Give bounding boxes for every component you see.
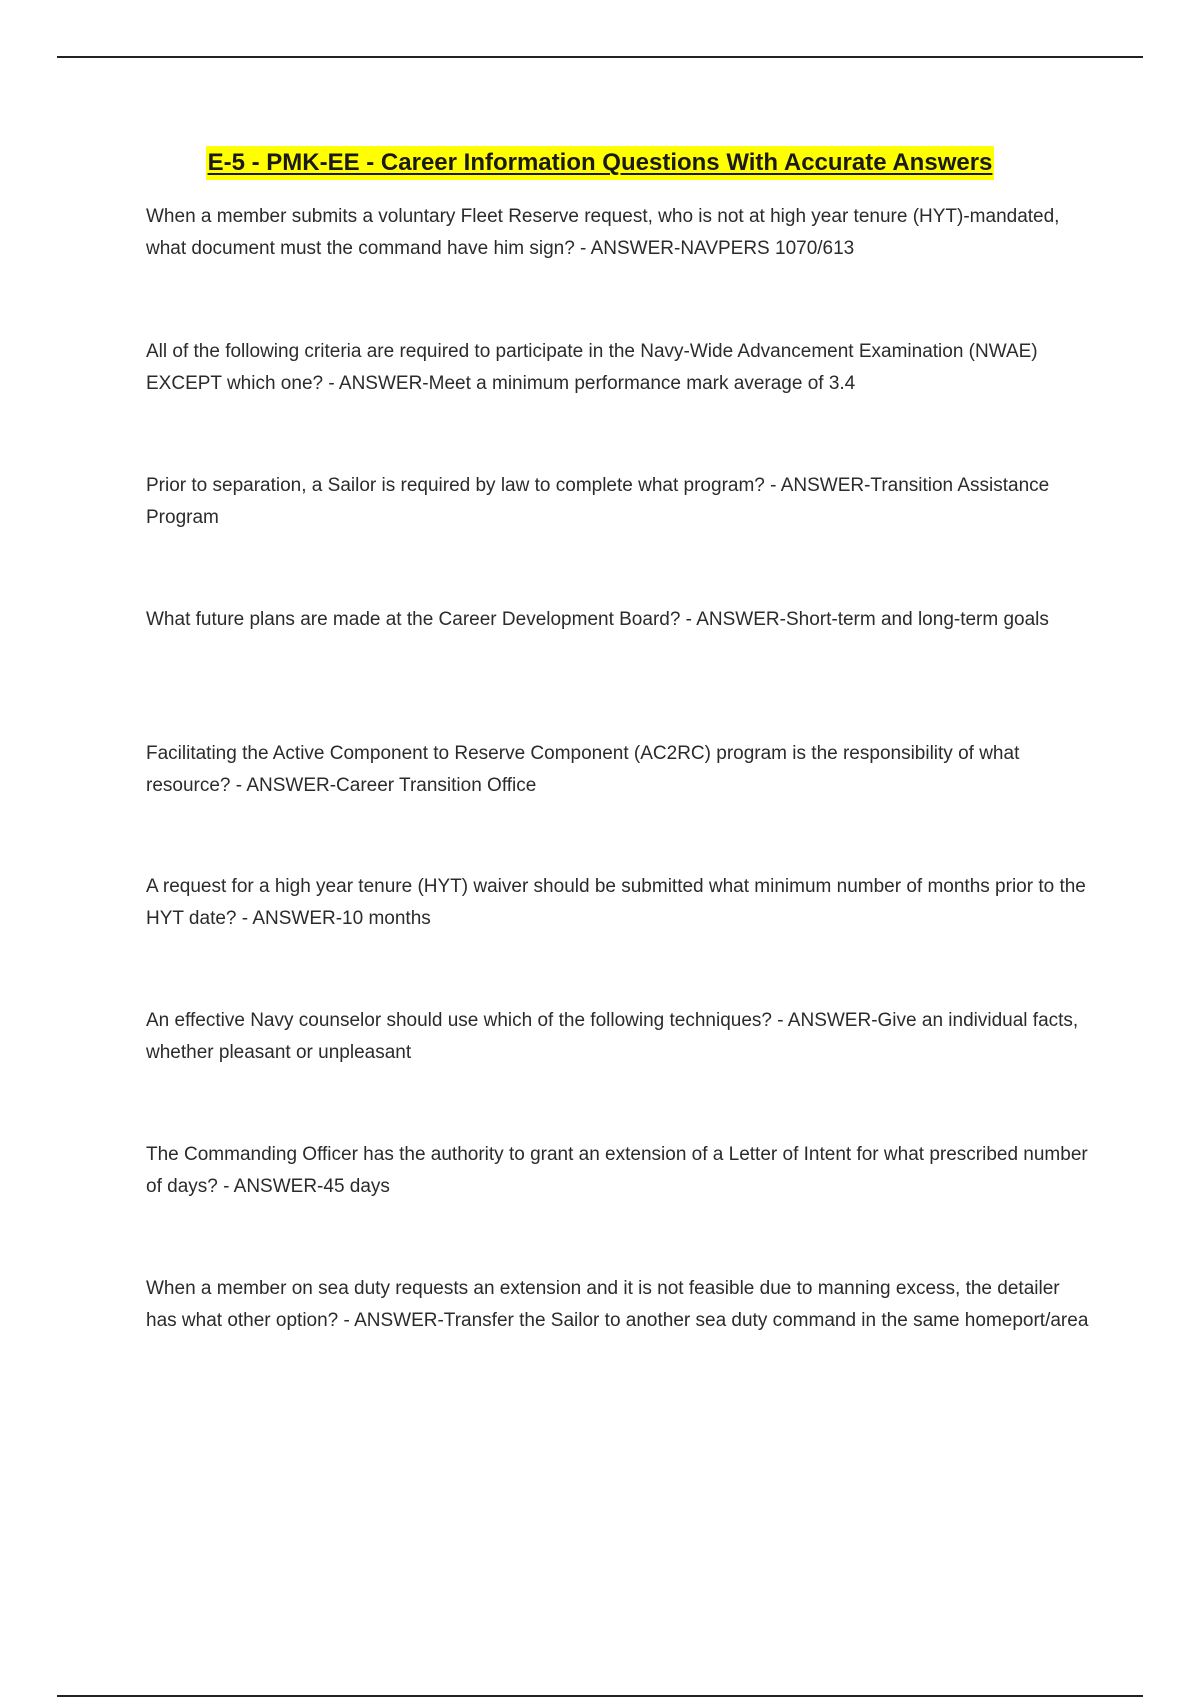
footer-rule xyxy=(57,1695,1143,1697)
qa-item: An effective Navy counselor should use which of the following techniques? - ANSWER-Give an individual facts, whether pleasant or unpleasant xyxy=(146,1010,1079,1063)
qa-item: When a member submits a voluntary Fleet Reserve request, who is not at high year tenure (HYT)-mandated, what document must the command have him sign? - ANSWER-NAVPERS 1070/613 xyxy=(146,206,1060,259)
qa-item: Facilitating the Active Component to Reserve Component (AC2RC) program is the responsibility of what resource? - ANSWER-Career Transition Office xyxy=(146,743,1020,796)
qa-item: The Commanding Officer has the authority to grant an extension of a Letter of Intent for what prescribed number of days? - ANSWER-45 days xyxy=(146,1144,1088,1197)
qa-item: All of the following criteria are required to participate in the Navy-Wide Advancement Examination (NWAE) EXCEPT which one? - ANSWER-Meet a minimum performance mark average of 3.4 xyxy=(146,341,1038,394)
qa-item: Prior to separation, a Sailor is required by law to complete what program? - ANSWER-Transition Assistance Program xyxy=(146,475,1050,528)
header-rule xyxy=(57,56,1143,58)
qa-item: When a member on sea duty requests an extension and it is not feasible due to manning excess, the detailer has what other option? - ANSWER-Transfer the Sailor to another sea duty command in the same homeport/area xyxy=(146,1278,1089,1331)
document-title: E-5 - PMK-EE - Career Information Questions With Accurate Answers xyxy=(206,146,995,180)
qa-item: What future plans are made at the Career Development Board? - ANSWER-Short-term and long-term goals xyxy=(146,609,1049,630)
qa-item: A request for a high year tenure (HYT) waiver should be submitted what minimum number of months prior to the HYT date? - ANSWER-10 months xyxy=(146,876,1086,929)
title-container xyxy=(0,146,1200,180)
